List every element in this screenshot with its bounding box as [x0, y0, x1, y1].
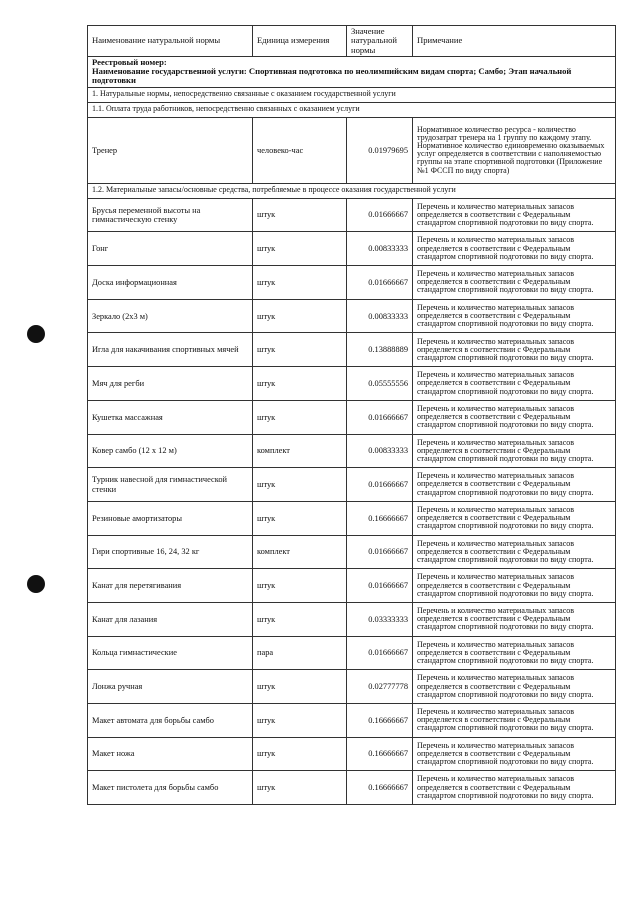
- resource-note: Перечень и количество материальных запасов определяется в соответствии с Федеральным стандартом спортивной подготовки по виду спорта.: [413, 636, 616, 670]
- resource-unit: штук: [253, 569, 347, 603]
- resource-note: Перечень и количество материальных запасов определяется в соответствии с Федеральным стандартом спортивной подготовки по виду спорта.: [413, 704, 616, 738]
- resource-note: Перечень и количество материальных запасов определяется в соответствии с Федеральным стандартом спортивной подготовки по виду спорта.: [413, 771, 616, 805]
- resource-value: 0.01666667: [347, 569, 413, 603]
- resource-name: Макет пистолета для борьбы самбо: [88, 771, 253, 805]
- resource-note: Перечень и количество материальных запасов определяется в соответствии с Федеральным стандартом спортивной подготовки по виду спорта.: [413, 333, 616, 367]
- resource-name: Игла для накачивания спортивных мячей: [88, 333, 253, 367]
- resource-name: Зеркало (2x3 м): [88, 299, 253, 333]
- section-1-2-title: 1.2. Материальные запасы/основные средства, потребляемые в процессе оказания государственной услуги: [88, 183, 616, 198]
- resource-unit: пара: [253, 636, 347, 670]
- resource-unit: комплект: [253, 434, 347, 468]
- resource-note: Перечень и количество материальных запасов определяется в соответствии с Федеральным стандартом спортивной подготовки по виду спорта.: [413, 434, 616, 468]
- registry-row: [88, 56, 616, 87]
- table-row: [88, 400, 616, 434]
- resource-name: Канат для перетягивания: [88, 569, 253, 603]
- resource-unit: штук: [253, 400, 347, 434]
- table-row: [88, 602, 616, 636]
- table-row: [88, 434, 616, 468]
- punch-hole-bottom: [27, 575, 45, 593]
- resource-value: 0.00833333: [347, 232, 413, 266]
- table-row: [88, 501, 616, 535]
- resource-name: Брусья переменной высоты на гимнастическую стенку: [88, 198, 253, 232]
- resource-value: 0.01666667: [347, 198, 413, 232]
- resource-unit: штук: [253, 299, 347, 333]
- resource-note: Перечень и количество материальных запасов определяется в соответствии с Федеральным стандартом спортивной подготовки по виду спорта.: [413, 299, 616, 333]
- section-1-title: 1. Натуральные нормы, непосредственно связанные с оказанием государственной услуги: [88, 87, 616, 102]
- resource-unit: штук: [253, 602, 347, 636]
- resource-unit: штук: [253, 468, 347, 502]
- resource-name: Гонг: [88, 232, 253, 266]
- resource-note: Перечень и количество материальных запасов определяется в соответствии с Федеральным стандартом спортивной подготовки по виду спорта.: [413, 367, 616, 401]
- table-row: [88, 333, 616, 367]
- resource-unit: штук: [253, 266, 347, 300]
- table-row: [88, 266, 616, 300]
- resource-value: 0.16666667: [347, 737, 413, 771]
- resource-value: 0.01666667: [347, 400, 413, 434]
- resource-name: Лонжа ручная: [88, 670, 253, 704]
- resource-note: Перечень и количество материальных запасов определяется в соответствии с Федеральным стандартом спортивной подготовки по виду спорта.: [413, 468, 616, 502]
- resource-note: Перечень и количество материальных запасов определяется в соответствии с Федеральным стандартом спортивной подготовки по виду спорта.: [413, 569, 616, 603]
- resource-note: Перечень и количество материальных запасов определяется в соответствии с Федеральным стандартом спортивной подготовки по виду спорта.: [413, 535, 616, 569]
- table-row: [88, 569, 616, 603]
- registry-cell: [88, 56, 616, 87]
- trainer-note: Нормативное количество ресурса - количество трудозатрат тренера на 1 группу по каждому этапу. Нормативное количество единовременно оказываемых услуг определяется в соответствии с наполняемостью группы на этапе спортивной подготовки (Приложение №1 ФССП по виду спорта): [413, 117, 616, 183]
- table-row: [88, 771, 616, 805]
- resource-unit: штук: [253, 501, 347, 535]
- resource-value: 0.16666667: [347, 501, 413, 535]
- resource-value: 0.16666667: [347, 771, 413, 805]
- table-row: [88, 636, 616, 670]
- resource-unit: штук: [253, 704, 347, 738]
- table-row: [88, 299, 616, 333]
- resource-value: 0.16666667: [347, 704, 413, 738]
- resource-unit: комплект: [253, 535, 347, 569]
- resource-name: Кушетка массажная: [88, 400, 253, 434]
- resource-unit: штук: [253, 232, 347, 266]
- resource-unit: штук: [253, 670, 347, 704]
- resource-unit: штук: [253, 367, 347, 401]
- table-row: [88, 232, 616, 266]
- resource-name: Турник навесной для гимнастической стенки: [88, 468, 253, 502]
- norms-table: [87, 25, 616, 805]
- header-row: [88, 26, 616, 57]
- section-row: [88, 102, 616, 117]
- punch-hole-top: [27, 325, 45, 343]
- registry-number: Реестровый номер:: [92, 56, 167, 67]
- table-row: [88, 670, 616, 704]
- resource-value: 0.01666667: [347, 636, 413, 670]
- table-row: [88, 367, 616, 401]
- resource-unit: штук: [253, 737, 347, 771]
- resource-note: Перечень и количество материальных запасов определяется в соответствии с Федеральным стандартом спортивной подготовки по виду спорта.: [413, 670, 616, 704]
- section-row: [88, 183, 616, 198]
- table-row: [88, 737, 616, 771]
- resource-unit: штук: [253, 333, 347, 367]
- resource-name: Макет ножа: [88, 737, 253, 771]
- resource-value: 0.00833333: [347, 299, 413, 333]
- trainer-value: 0.01979695: [347, 117, 413, 183]
- trainer-unit: человеко-час: [253, 117, 347, 183]
- resource-note: Перечень и количество материальных запасов определяется в соответствии с Федеральным стандартом спортивной подготовки по виду спорта.: [413, 198, 616, 232]
- header-unit: Единица измерения: [253, 26, 347, 57]
- resource-name: Доска информационная: [88, 266, 253, 300]
- resource-note: Перечень и количество материальных запасов определяется в соответствии с Федеральным стандартом спортивной подготовки по виду спорта.: [413, 232, 616, 266]
- resource-value: 0.13888889: [347, 333, 413, 367]
- resource-value: 0.05555556: [347, 367, 413, 401]
- service-name: Наименование государственной услуги: Спортивная подготовка по неолимпийским видам спорта; Самбо; Этап начальной подготовки: [92, 66, 572, 86]
- resource-value: 0.01666667: [347, 468, 413, 502]
- trainer-row: [88, 117, 616, 183]
- resource-note: Перечень и количество материальных запасов определяется в соответствии с Федеральным стандартом спортивной подготовки по виду спорта.: [413, 737, 616, 771]
- table-row: [88, 198, 616, 232]
- resource-note: Перечень и количество материальных запасов определяется в соответствии с Федеральным стандартом спортивной подготовки по виду спорта.: [413, 400, 616, 434]
- resource-name: Мяч для регби: [88, 367, 253, 401]
- resource-name: Ковер самбо (12 x 12 м): [88, 434, 253, 468]
- section-row: [88, 87, 616, 102]
- resource-value: 0.00833333: [347, 434, 413, 468]
- resource-note: Перечень и количество материальных запасов определяется в соответствии с Федеральным стандартом спортивной подготовки по виду спорта.: [413, 266, 616, 300]
- table-row: [88, 535, 616, 569]
- resource-value: 0.02777778: [347, 670, 413, 704]
- resource-unit: штук: [253, 198, 347, 232]
- resource-name: Резиновые амортизаторы: [88, 501, 253, 535]
- resource-name: Канат для лазания: [88, 602, 253, 636]
- header-value: Значение натуральной нормы: [347, 26, 413, 57]
- resource-value: 0.01666667: [347, 535, 413, 569]
- header-name: Наименование натуральной нормы: [88, 26, 253, 57]
- resource-value: 0.01666667: [347, 266, 413, 300]
- resource-name: Гири спортивные 16, 24, 32 кг: [88, 535, 253, 569]
- section-1-1-title: 1.1. Оплата труда работников, непосредственно связанных с оказанием услуги: [88, 102, 616, 117]
- resource-name: Макет автомата для борьбы самбо: [88, 704, 253, 738]
- header-note: Примечание: [413, 26, 616, 57]
- resource-note: Перечень и количество материальных запасов определяется в соответствии с Федеральным стандартом спортивной подготовки по виду спорта.: [413, 602, 616, 636]
- trainer-name: Тренер: [88, 117, 253, 183]
- table-row: [88, 468, 616, 502]
- resource-note: Перечень и количество материальных запасов определяется в соответствии с Федеральным стандартом спортивной подготовки по виду спорта.: [413, 501, 616, 535]
- resource-value: 0.03333333: [347, 602, 413, 636]
- table-row: [88, 704, 616, 738]
- resource-name: Кольца гимнастические: [88, 636, 253, 670]
- resource-unit: штук: [253, 771, 347, 805]
